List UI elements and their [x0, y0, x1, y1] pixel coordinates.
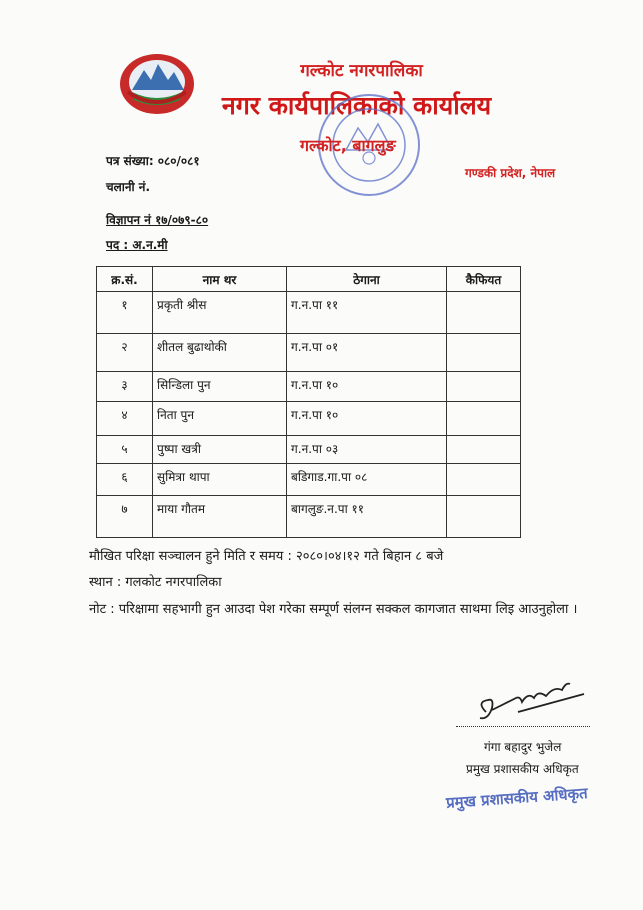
candidate-table	[96, 266, 521, 538]
cell-remarks	[447, 464, 521, 496]
exam-time-line: मौखित परिक्षा सञ्चालन हुने मिति र समय : २०८०।०४।१२ गते बिहान ८ बजे	[89, 549, 444, 564]
header-serial: क्र.सं.	[97, 267, 153, 292]
cell-remarks	[447, 334, 521, 372]
cell-address: ग.न.पा ०३	[287, 436, 447, 464]
chalani-number: चलानी नं.	[106, 180, 151, 194]
cell-remarks	[447, 496, 521, 538]
province-name: गण्डकी प्रदेश, नेपाल	[465, 166, 556, 180]
signatory-name: गंगा बहादुर भुजेल	[484, 740, 562, 754]
header-name: नाम थर	[153, 267, 287, 292]
cell-address: ग.न.पा ११	[287, 292, 447, 334]
cell-name: निता पुन	[153, 402, 287, 436]
office-place: गल्कोट, बागलुङ	[300, 136, 396, 155]
cell-remarks	[447, 292, 521, 334]
table-row	[97, 436, 521, 464]
office-name: नगर कार्यपालिकाको कार्यालय	[221, 91, 492, 120]
patra-sankhya: पत्र संख्या: ०८०/०८१	[106, 154, 200, 168]
table-row	[97, 496, 521, 538]
table-row	[97, 464, 521, 496]
header-remarks: कैफियत	[447, 267, 521, 292]
table-row	[97, 372, 521, 402]
signatory-title: प्रमुख प्रशासकीय अधिकृत	[466, 762, 579, 776]
table-header-row	[97, 267, 521, 292]
cell-address: बागलुङ.न.पा ११	[287, 496, 447, 538]
cell-serial: १	[97, 292, 153, 334]
note-line: नोट : परिक्षामा सहभागी हुन आउदा पेश गरेका सम्पूर्ण संलग्न सक्कल कागजात साथमा लिइ आउनुहोला ।	[89, 602, 578, 617]
designation-stamp: प्रमुख प्रशासकीय अधिकृत	[445, 784, 589, 812]
cell-address: बडिगाड.गा.पा ०८	[287, 464, 447, 496]
cell-serial: ३	[97, 372, 153, 402]
cell-serial: २	[97, 334, 153, 372]
cell-name: सुमित्रा थापा	[153, 464, 287, 496]
cell-remarks	[447, 436, 521, 464]
cell-serial: ५	[97, 436, 153, 464]
advertisement-number: विज्ञापन नं १७/०७९-८०	[106, 213, 209, 227]
table-row	[97, 334, 521, 372]
table-row	[97, 402, 521, 436]
cell-remarks	[447, 372, 521, 402]
cell-address: ग.न.पा १०	[287, 402, 447, 436]
table-row	[97, 292, 521, 334]
cell-serial: ६	[97, 464, 153, 496]
post-name: पद : अ.न.मी	[106, 238, 168, 252]
municipality-name: गल्कोट नगरपालिका	[300, 61, 423, 81]
cell-address: ग.न.पा ०१	[287, 334, 447, 372]
cell-name: पुष्पा खत्री	[153, 436, 287, 464]
cell-serial: ७	[97, 496, 153, 538]
cell-name: प्रकृती श्रीस	[153, 292, 287, 334]
cell-name: माया गौतम	[153, 496, 287, 538]
cell-remarks	[447, 402, 521, 436]
cell-serial: ४	[97, 402, 153, 436]
exam-location-line: स्थान : गलकोट नगरपालिका	[89, 575, 222, 590]
signature-icon	[458, 672, 588, 732]
header-address: ठेगाना	[287, 267, 447, 292]
cell-name: सिन्डिला पुन	[153, 372, 287, 402]
cell-name: शीतल बुढाथोकी	[153, 334, 287, 372]
cell-address: ग.न.पा १०	[287, 372, 447, 402]
signature-line	[456, 726, 590, 727]
